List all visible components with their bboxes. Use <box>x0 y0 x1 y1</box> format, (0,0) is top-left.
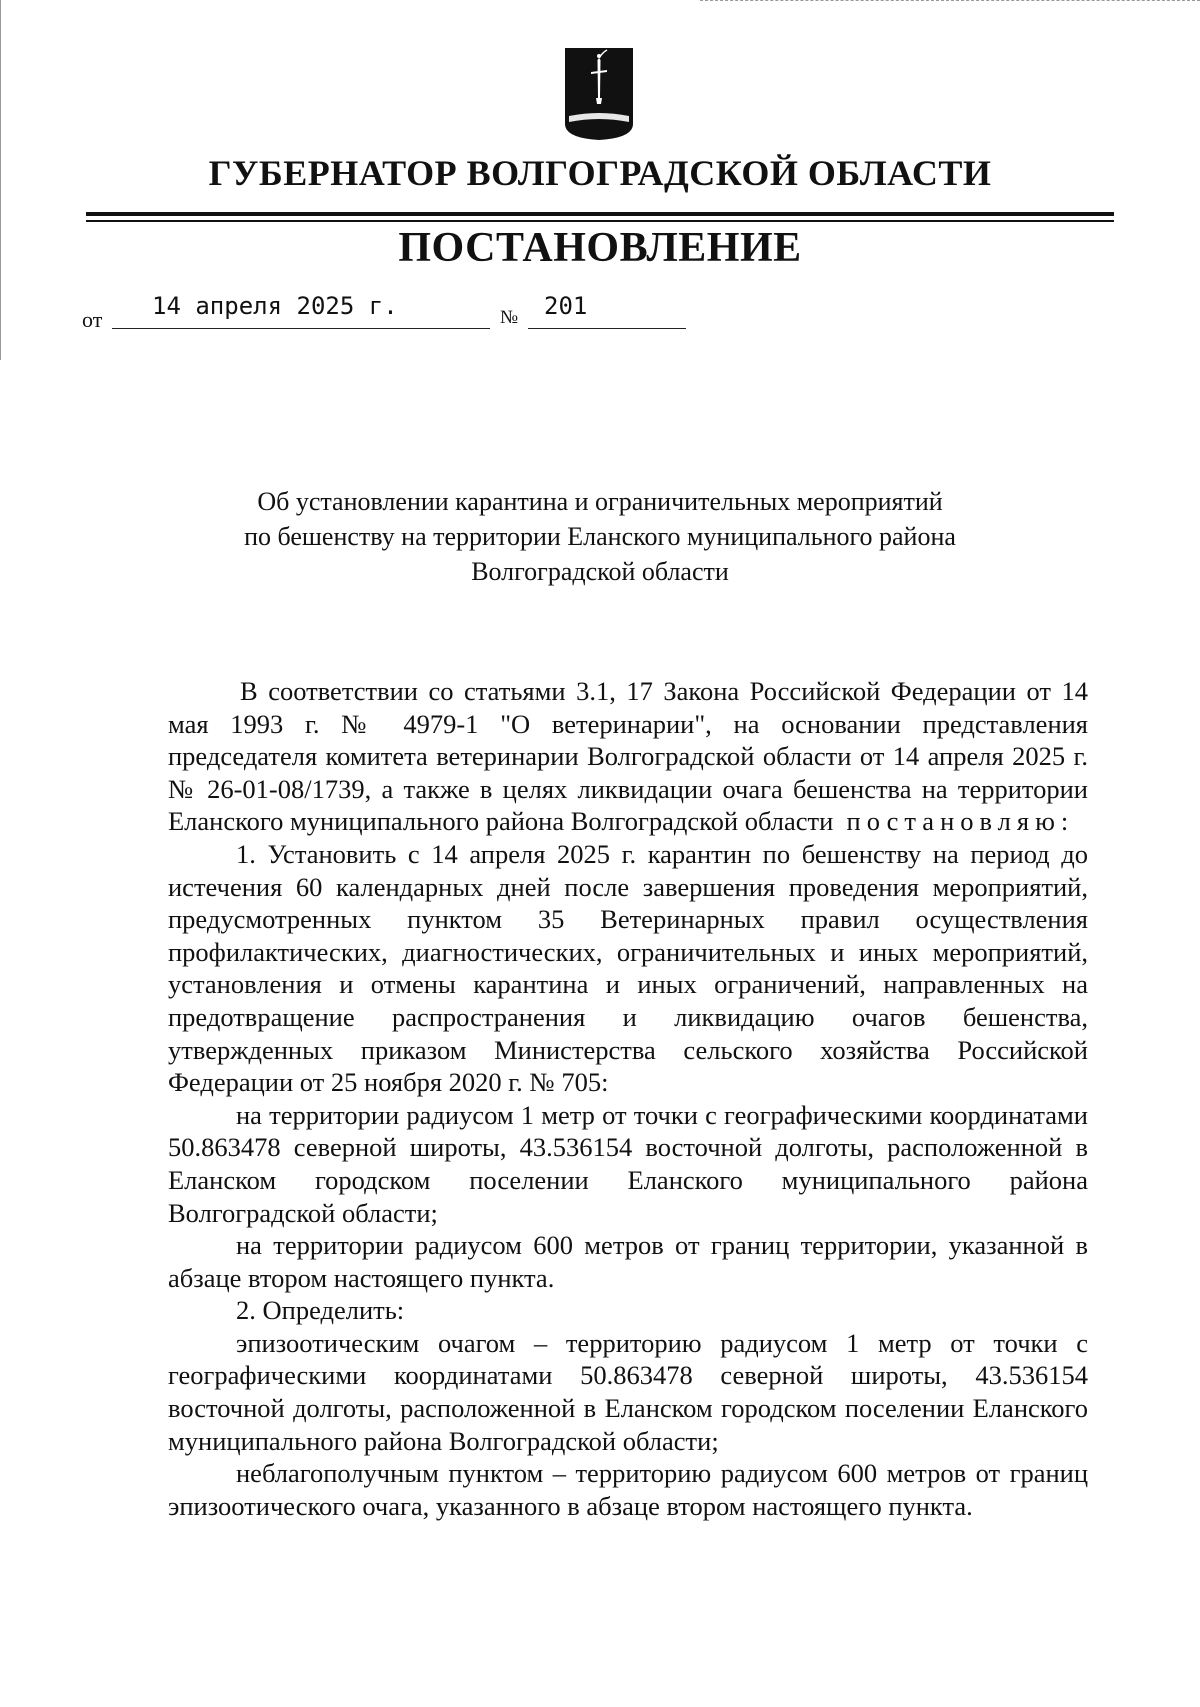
item-2-paragraph: 2. Определить: <box>236 1295 405 1326</box>
number-label: № <box>500 307 519 328</box>
scan-top-edge <box>700 0 1200 2</box>
subject-line: по бешенству на территории Еланского муниципального района <box>244 522 956 551</box>
header-rule-thin <box>86 220 1114 222</box>
item-2-subparagraph-a: эпизоотическим очагом – территорию радиусом 1 метр от точки с географическими координатами 50.863478 северной широты, 43.536154 восточной долготы, расположенной в Еланском городском поселении Еланского муниципального района Волгоградской области; <box>168 1327 1088 1456</box>
resolution-body <box>168 675 1088 1522</box>
preamble-text: В соответствии со статьями 3.1, 17 Закона Российской Федерации от 14 мая 1993 г. № 4979-1 "О ветеринарии", на основании представления председателя комитета ветеринарии Волгоградской области от 14 апреля 2025 г. № 26-01-08/1739, а также в целях ликвидации очага бешенства на территории Еланского муниципального района Волгоградской области <box>168 676 1088 837</box>
document-date: 14 апреля 2025 г. <box>152 292 398 320</box>
coat-of-arms-icon <box>563 46 635 142</box>
subject-line: Волгоградской области <box>471 557 729 586</box>
item-1-subparagraph-a: на территории радиусом 1 метр от точки с географическими координатами 50.863478 северной широты, 43.536154 восточной долготы, расположенной в Еланском городском поселении Еланского муниципального района Волгоградской области; <box>168 1099 1088 1228</box>
document-type: ПОСТАНОВЛЕНИЕ <box>398 225 802 271</box>
item-2-subparagraph-b: неблагополучным пунктом – территорию радиусом 600 метров от границ эпизоотического очага, указанного в абзаце втором настоящего пункта. <box>168 1458 1088 1521</box>
number-underline <box>528 327 686 329</box>
document-number: 201 <box>544 292 588 320</box>
issuing-authority: ГУБЕРНАТОР ВОЛГОГРАДСКОЙ ОБЛАСТИ <box>208 153 992 193</box>
header-rule-thick <box>86 212 1114 216</box>
item-1-paragraph: 1. Установить с 14 апреля 2025 г. карантин по бешенству на период до истечения 60 календарных дней после завершения проведения мероприятий, предусмотренных пунктом 35 Ветеринарных правил осуществления профилактических, диагностических, ограничительных и иных мероприятий, установления и отмены карантина и иных ограничений, направленных на предотвращение распространения и ликвидацию очагов бешенства, утвержденных приказом Министерства сельского хозяйства Российской Федерации от 25 ноября 2020 г. № 705: <box>168 838 1088 1098</box>
subject-line: Об установлении карантина и ограничительных мероприятий <box>257 487 943 516</box>
date-label: от <box>82 307 103 332</box>
resolution-subject <box>200 484 1000 589</box>
date-underline <box>112 327 490 329</box>
preamble-paragraph <box>168 675 1088 838</box>
item-1-subparagraph-b: на территории радиусом 600 метров от границ территории, указанной в абзаце втором настоящего пункта. <box>168 1230 1088 1293</box>
resolve-word: постановляю: <box>846 806 1075 837</box>
